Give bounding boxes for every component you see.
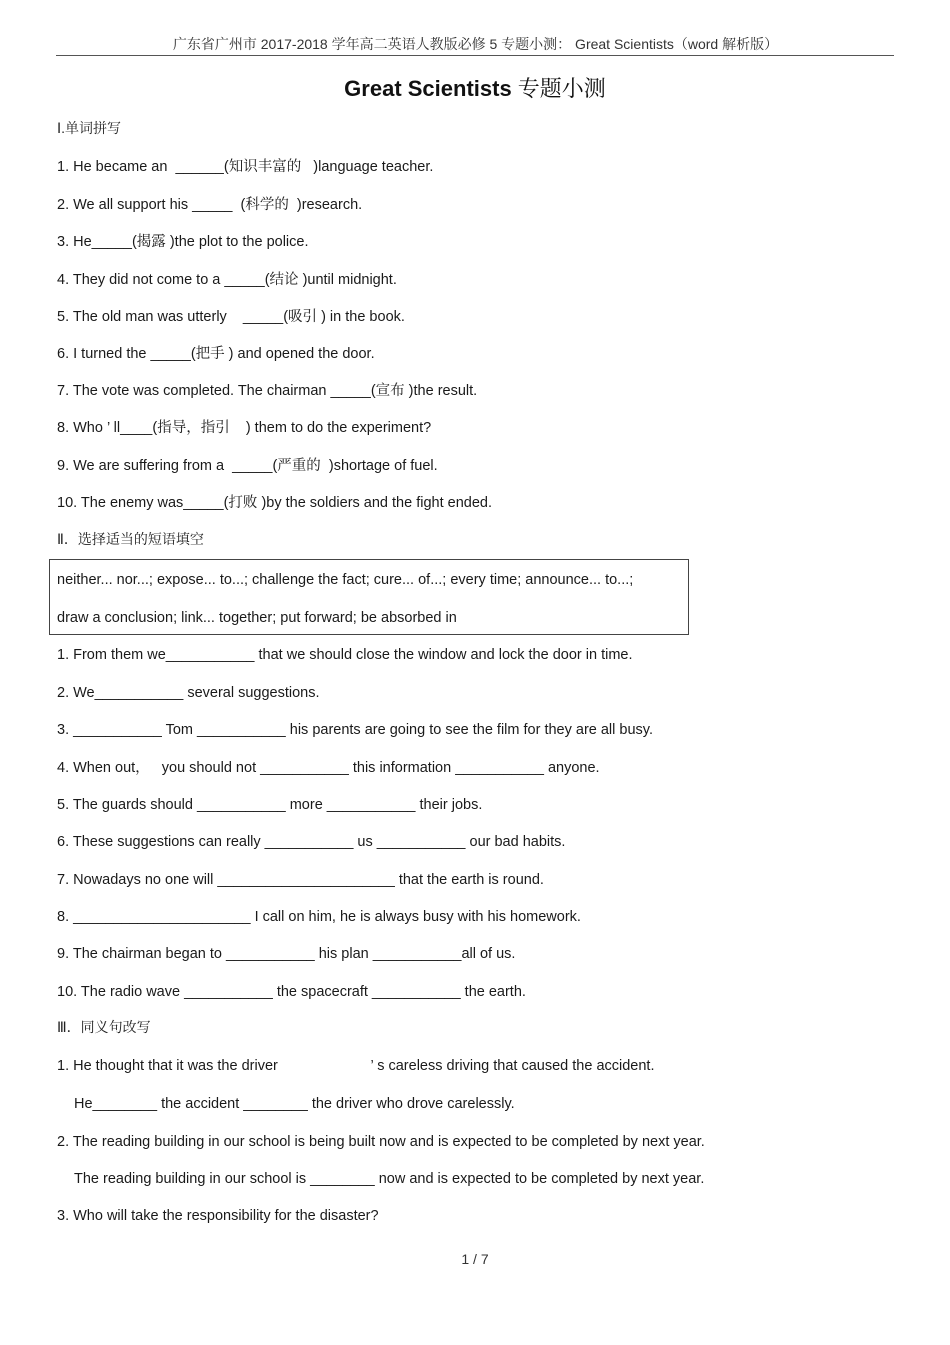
section-2-item: 7. Nowadays no one will ______________________ that the earth is round. bbox=[57, 872, 544, 888]
section-1-item: 4. They did not come to a _____(结论 )until midnight. bbox=[57, 272, 397, 288]
section-1-item: 7. The vote was completed. The chairman _____(宣布 )the result. bbox=[57, 383, 478, 399]
section-2-item: 10. The radio wave ___________ the spacecraft ___________ the earth. bbox=[57, 984, 526, 1000]
section-2-item: 6. These suggestions can really ___________ us ___________ our bad habits. bbox=[57, 834, 566, 850]
section-1-item: 10. The enemy was_____(打败 )by the soldiers and the fight ended. bbox=[57, 495, 492, 511]
section-1-item: 5. The old man was utterly _____(吸引 ) in the book. bbox=[57, 309, 405, 325]
page-number: 1 / 7 bbox=[461, 1251, 489, 1267]
section-2-heading: Ⅱ．选择适当的短语填空 bbox=[57, 531, 204, 547]
section-1-item: 2. We all support his _____ (科学的 )research. bbox=[57, 197, 363, 213]
section-1-item: 9. We are suffering from a _____(严重的 )shortage of fuel. bbox=[57, 458, 438, 474]
section-3-item: 1. He thought that it was the driver ’ s careless driving that caused the accident. bbox=[57, 1058, 655, 1074]
section-1-item: 6. I turned the _____(把手 ) and opened the door. bbox=[57, 346, 375, 362]
section-3-rewrite: The reading building in our school is ________ now and is expected to be completed by next year. bbox=[74, 1171, 705, 1187]
section-2-item: 9. The chairman began to ___________ his plan ___________all of us. bbox=[57, 946, 516, 962]
page-title bbox=[0, 72, 950, 103]
section-2-item: 2. We___________ several suggestions. bbox=[57, 685, 320, 701]
title-english: Great Scientists bbox=[344, 76, 512, 101]
section-3-heading: Ⅲ．同义句改写 bbox=[57, 1019, 151, 1035]
section-2-item: 8. ______________________ I call on him, he is always busy with his homework. bbox=[57, 909, 581, 925]
section-3-rewrite: He________ the accident ________ the driver who drove carelessly. bbox=[74, 1096, 515, 1112]
section-3-item: 3. Who will take the responsibility for the disaster? bbox=[57, 1208, 379, 1224]
section-2-item: 4. When out， you should not ___________ this information ___________ anyone. bbox=[57, 760, 600, 776]
section-1-item: 1. He became an ______(知识丰富的 )language teacher. bbox=[57, 159, 434, 175]
section-1-item: 8. Who ’ ll____(指导，指引 ) them to do the experiment? bbox=[57, 420, 432, 436]
title-chinese: 专题小测 bbox=[511, 76, 606, 101]
phrase-box bbox=[49, 559, 689, 635]
section-1-item: 3. He_____(揭露 )the plot to the police. bbox=[57, 234, 309, 250]
section-2-item: 1. From them we___________ that we should close the window and lock the door in time. bbox=[57, 647, 633, 663]
phrase-box-line: neither... nor...; expose... to...; challenge the fact; cure... of...; every time; announce... to...; bbox=[57, 572, 634, 588]
section-3-item: 2. The reading building in our school is being built now and is expected to be completed by next year. bbox=[57, 1134, 705, 1150]
section-2-item: 5. The guards should ___________ more ___________ their jobs. bbox=[57, 797, 483, 813]
page-header: 广东省广州市 2017-2018 学年高二英语人教版必修 5 专题小测： Great Scientists（word 解析版） bbox=[172, 36, 779, 52]
section-2-item: 3. ___________ Tom ___________ his parents are going to see the film for they are all busy. bbox=[57, 722, 653, 738]
header-divider bbox=[56, 55, 894, 56]
section-1-heading: Ⅰ.单词拼写 bbox=[57, 120, 122, 136]
phrase-box-line: draw a conclusion; link... together; put forward; be absorbed in bbox=[57, 610, 457, 626]
